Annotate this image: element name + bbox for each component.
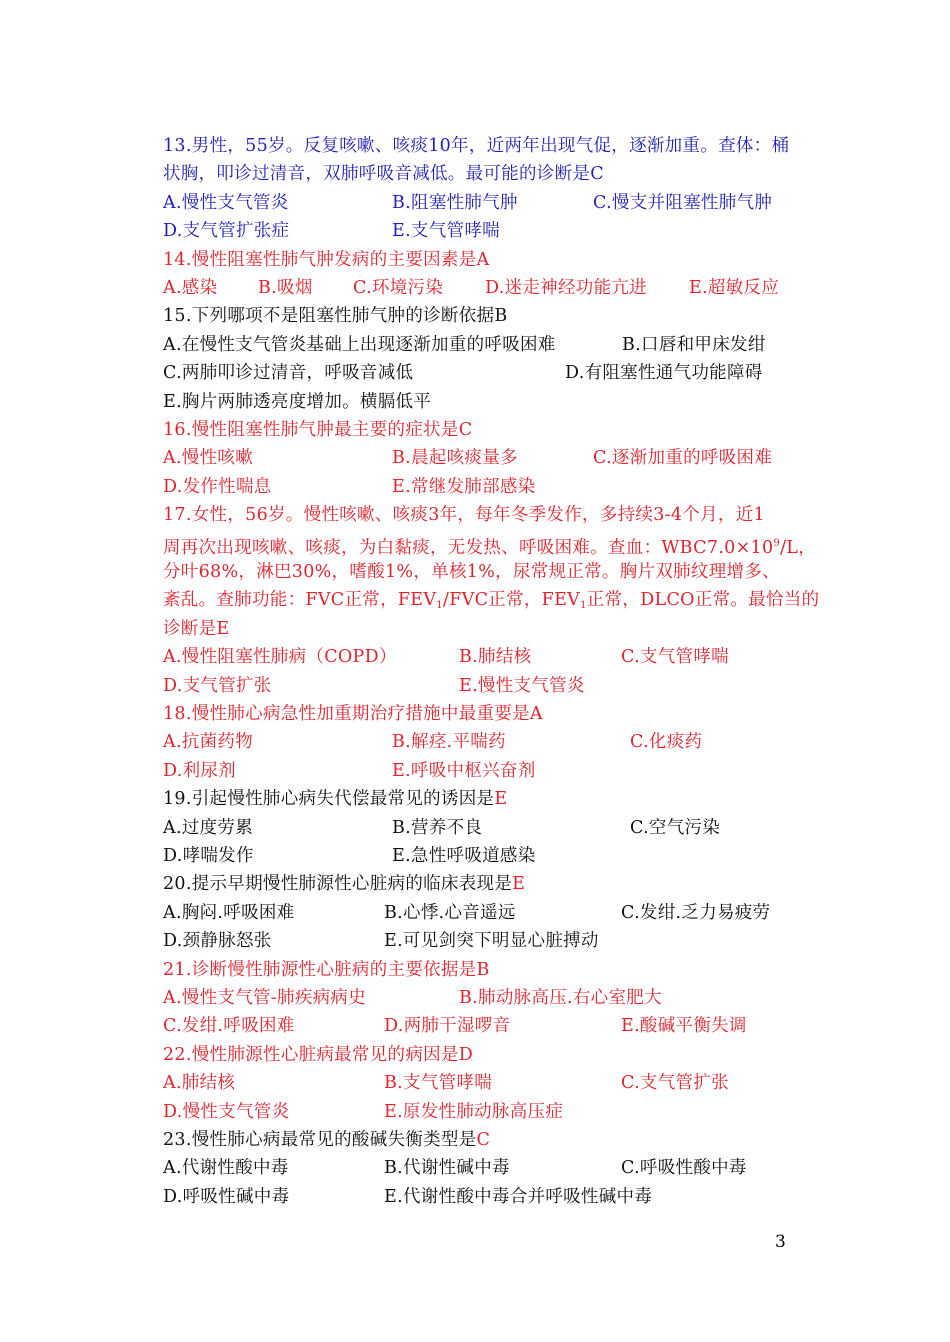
q21-stem: 21.诊断慢性肺源性心脏病的主要依据是B [163,960,490,980]
q17-stem-line5: 诊断是E [163,619,230,639]
q23-option-b: B.代谢性碱中毒 [384,1158,510,1178]
q16-option-a: A.慢性咳嗽 [163,448,254,468]
q18-option-c: C.化痰药 [630,732,703,752]
q21-option-d: D.两肺干湿啰音 [384,1016,511,1036]
q18-options-row2 [163,757,950,785]
q13-option-c: C.慢支并阻塞性肺气肿 [593,193,773,213]
q20-option-a: A.胸闷.呼吸困难 [163,903,295,923]
q21-option-a: A.慢性支气管-肺疾病病史 [163,988,367,1008]
q17-stem-line4 [163,586,950,614]
q23-option-e: E.代谢性酸中毒合并呼吸性碱中毒 [384,1187,653,1207]
q18-option-d: D.利尿剂 [163,761,236,781]
q17-stem-line2 [163,530,950,558]
q13-options-row1 [163,189,950,217]
q19-stem: 19.引起慢性肺心病失代偿最常见的诱因是 [163,789,495,809]
q13-option-b: B.阻塞性肺气肿 [392,193,518,213]
q17-stem-line3: 分叶68%，淋巴30%，嗜酸1%，单核1%，尿常规正常。胸片双肺纹理增多、 [163,562,780,582]
q23-option-a: A.代谢性酸中毒 [163,1158,289,1178]
q17-stem-line4-c: 正常，DLCO正常。最恰当的 [586,590,820,610]
q22-options-row2 [163,1098,950,1126]
q20-option-d: D.颈静脉怒张 [163,931,272,951]
q18-option-b: B.解痉.平喘药 [392,732,506,752]
q22-option-c: C.支气管扩张 [621,1073,729,1093]
q21-options-row1 [163,984,950,1012]
q16-stem: 16.慢性阻塞性肺气肿最主要的症状是C [163,420,473,440]
q23-option-c: C.呼吸性酸中毒 [621,1158,747,1178]
q22-options-row1 [163,1069,950,1097]
q19-option-c: C.空气污染 [630,818,721,838]
q23-answer: C [476,1130,491,1150]
q14-stem: 14.慢性阻塞性肺气肿发病的主要因素是A [163,250,490,270]
q13-stem-line2: 状胸，叩诊过清音，双肺呼吸音减低。最可能的诊断是C [163,164,604,184]
q17-stem-line4-a: 紊乱。查肺功能：FVC正常，FEV [163,590,437,610]
q17-option-e: E.慢性支气管炎 [459,676,585,696]
q23-option-d: D.呼吸性碱中毒 [163,1187,290,1207]
q20-stem-line [163,870,950,898]
q13-option-a: A.慢性支气管炎 [163,193,289,213]
q15-option-d: D.有阻塞性通气功能障碍 [565,363,763,383]
q18-option-a: A.抗菌药物 [163,732,254,752]
q13-option-e: E.支气管哮喘 [392,221,500,241]
q19-answer: E [494,789,508,809]
q20-option-c: C.发绀.乏力易疲劳 [621,903,771,923]
q15-option-a: A.在慢性支气管炎基础上出现逐渐加重的呼吸困难 [163,335,556,355]
q23-options-row2 [163,1183,950,1211]
q14-option-c: C.环境污染 [353,278,444,298]
q17-stem-line4-b: /FVC正常，FEV [443,590,581,610]
q17-stem-line2-text: 周再次出现咳嗽、咳痰，为白黏痰，无发热、呼吸困难。查血：WBC7.0×10 [163,538,774,558]
q18-stem: 18.慢性肺心病急性加重期治疗措施中最重要是A [163,704,543,724]
page-number: 3 [775,1232,786,1252]
q19-option-e: E.急性呼吸道感染 [392,846,536,866]
q15-options-row2 [163,359,950,387]
q16-option-c: C.逐渐加重的呼吸困难 [593,448,773,468]
q22-option-e: E.原发性肺动脉高压症 [384,1102,564,1122]
q17-option-b: B.肺结核 [459,647,532,667]
q20-option-e: E.可见剑突下明显心脏搏动 [384,931,599,951]
q14-option-a: A.感染 [163,278,218,298]
q19-options-row1 [163,814,950,842]
q19-option-d: D.哮喘发作 [163,846,254,866]
q14-option-e: E.超敏反应 [689,278,780,298]
q21-options-row2 [163,1012,950,1040]
q16-options-row1 [163,444,950,472]
q17-options-row2 [163,672,950,700]
q17-option-d: D.支气管扩张 [163,676,272,696]
q19-option-b: B.营养不良 [392,818,483,838]
q17-stem-line2-unit: /L， [780,538,817,558]
q20-stem: 20.提示早期慢性肺源性心脏病的临床表现是 [163,874,513,894]
q14-options-row [163,274,950,302]
q20-options-row2 [163,927,950,955]
q21-option-e: E.酸碱平衡失调 [621,1016,747,1036]
q17-fev-subscript-1: 1 [436,600,443,611]
q20-options-row1 [163,899,950,927]
q22-option-d: D.慢性支气管炎 [163,1102,290,1122]
q20-answer: E [512,874,526,894]
q17-options-row1 [163,643,950,671]
q21-option-c: C.发绀.呼吸困难 [163,1016,295,1036]
q14-option-b: B.吸烟 [258,278,313,298]
q20-option-b: B.心悸.心音遥远 [384,903,516,923]
q15-options-row1 [163,331,950,359]
q23-stem: 23.慢性肺心病最常见的酸碱失衡类型是 [163,1130,477,1150]
q21-option-b: B.肺动脉高压.右心室肥大 [459,988,662,1008]
q17-fev-subscript-2: 1 [580,600,587,611]
q15-option-c: C.两肺叩诊过清音，呼吸音减低 [163,363,414,383]
q22-option-b: B.支气管哮喘 [384,1073,493,1093]
q15-option-b: B.口唇和甲床发绀 [622,335,766,355]
q17-stem-line1: 17.女性，56岁。慢性咳嗽、咳痰3年，每年冬季发作，多持续3-4个月，近1 [163,505,765,525]
q17-exponent: 9 [773,538,781,549]
q14-option-d: D.迷走神经功能亢进 [485,278,647,298]
q16-option-e: E.常继发肺部感染 [392,477,536,497]
q23-options-row1 [163,1154,950,1182]
q15-stem: 15.下列哪项不是阻塞性肺气肿的诊断依据B [163,306,508,326]
q13-stem-line1: 13.男性，55岁。反复咳嗽、咳痰10年，近两年出现气促，逐渐加重。查体：桶 [163,136,790,156]
q16-options-row2 [163,473,950,501]
q17-option-c: C.支气管哮喘 [621,647,729,667]
q19-option-a: A.过度劳累 [163,818,254,838]
q23-stem-line [163,1126,950,1154]
q17-option-a: A.慢性阻塞性肺病（COPD） [163,647,397,667]
q16-option-d: D.发作性喘息 [163,477,272,497]
q22-option-a: A.肺结核 [163,1073,236,1093]
q19-stem-line [163,785,950,813]
q13-options-row2 [163,217,950,245]
q16-option-b: B.晨起咳痰量多 [392,448,518,468]
q18-options-row1 [163,728,950,756]
q19-options-row2 [163,842,950,870]
q15-option-e: E.胸片两肺透亮度增加。横膈低平 [163,392,432,412]
q22-stem: 22.慢性肺源性心脏病最常见的病因是D [163,1045,474,1065]
q13-option-d: D.支气管扩张症 [163,221,290,241]
q18-option-e: E.呼吸中枢兴奋剂 [392,761,536,781]
